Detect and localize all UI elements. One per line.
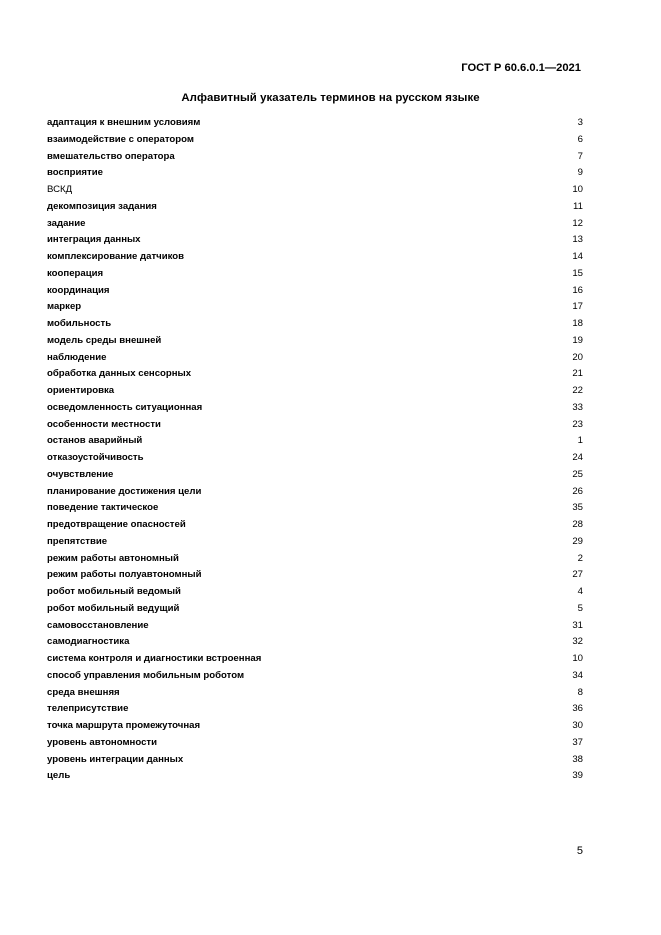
index-entry	[47, 467, 583, 484]
index-page-ref: 7	[577, 150, 583, 162]
index-term: среда внешняя	[47, 686, 120, 698]
index-page-ref: 37	[572, 736, 583, 748]
index-entry	[47, 534, 583, 551]
index-page-ref: 29	[572, 535, 583, 547]
index-page-ref: 26	[572, 485, 583, 497]
index-term: система контроля и диагностики встроенная	[47, 653, 262, 664]
index-term: точка маршрута промежуточная	[47, 720, 201, 731]
index-entry	[47, 299, 583, 316]
index-term: телеприсутствие	[47, 703, 129, 715]
index-entry	[47, 618, 583, 635]
index-term: особенности местности	[47, 418, 161, 430]
index-entry	[47, 366, 583, 383]
index-page-ref: 8	[577, 686, 583, 698]
index-page-ref: 5	[577, 602, 583, 614]
index-page-ref: 39	[572, 770, 583, 782]
index-term: робот мобильный ведомый	[47, 586, 181, 597]
index-entry	[47, 450, 583, 467]
index-page-ref: 32	[572, 636, 583, 648]
index-page-ref: 4	[577, 586, 583, 597]
index-entry	[47, 651, 583, 668]
index-page-ref: 10	[572, 653, 583, 664]
index-entry	[47, 400, 583, 417]
index-page-ref: 3	[577, 117, 583, 128]
index-term: координация	[47, 284, 110, 296]
index-page-ref: 14	[572, 251, 583, 262]
index-entry	[47, 182, 583, 199]
index-term: осведомленность ситуационная	[47, 401, 203, 413]
index-term: ВСКД	[47, 184, 73, 195]
index-entry	[47, 149, 583, 166]
index-term: робот мобильный ведущий	[47, 602, 180, 614]
index-entry	[47, 701, 583, 718]
index-title: Алфавитный указатель терминов на русском языке	[181, 92, 480, 104]
index-term: наблюдение	[47, 351, 107, 363]
index-term: адаптация к внешним условиям	[47, 117, 201, 128]
index-page-ref: 20	[572, 351, 583, 363]
index-page-ref: 25	[572, 468, 583, 480]
index-page-ref: 16	[572, 284, 583, 296]
index-entry	[47, 551, 583, 568]
index-entry	[47, 249, 583, 266]
index-entry	[47, 216, 583, 233]
index-term: отказоустойчивость	[47, 452, 144, 463]
index-entry	[47, 752, 583, 769]
index-page-ref: 13	[572, 234, 583, 246]
index-page-ref: 19	[572, 334, 583, 346]
index-entry	[47, 567, 583, 584]
index-term: мобильность	[47, 318, 112, 329]
index-entry	[47, 601, 583, 618]
index-term: самодиагностика	[47, 636, 130, 648]
index-page-ref: 30	[572, 720, 583, 731]
index-page-ref: 2	[577, 552, 583, 564]
index-term: кооперация	[47, 267, 104, 279]
index-term: уровень интеграции данных	[47, 753, 184, 765]
index-term: поведение тактическое	[47, 502, 159, 514]
index-page-ref: 11	[573, 200, 583, 212]
index-entry	[47, 383, 583, 400]
index-entry	[47, 283, 583, 300]
index-page-ref: 31	[572, 619, 583, 631]
index-page-ref: 17	[572, 301, 583, 313]
index-term: цель	[47, 770, 71, 782]
index-term: вмешательство оператора	[47, 150, 175, 162]
index-entry	[47, 718, 583, 735]
index-term: очувствление	[47, 468, 114, 480]
index-page-ref: 15	[572, 267, 583, 279]
index-entry	[47, 266, 583, 283]
index-page-ref: 38	[572, 753, 583, 765]
index-entry	[47, 735, 583, 752]
index-term: обработка данных сенсорных	[47, 368, 192, 380]
index-page-ref: 18	[572, 318, 583, 329]
index-page-ref: 6	[577, 133, 583, 145]
index-page-ref: 27	[572, 569, 583, 581]
index-entry	[47, 132, 583, 149]
index-page-ref: 23	[572, 418, 583, 430]
index-entry	[47, 517, 583, 534]
index-term: уровень автономности	[47, 736, 158, 748]
index-entry	[47, 115, 583, 132]
index-term: ориентировка	[47, 385, 115, 396]
index-term: взаимодействие с оператором	[47, 133, 194, 145]
index-entry	[47, 232, 583, 249]
index-term: самовосстановление	[47, 619, 149, 631]
index-entry	[47, 433, 583, 450]
index-entry	[47, 350, 583, 367]
index-page-ref: 35	[572, 502, 583, 514]
index-term: предотвращение опасностей	[47, 519, 186, 530]
index-term: останов аварийный	[47, 435, 143, 447]
index-page-ref: 33	[572, 401, 583, 413]
index-entry	[47, 333, 583, 350]
index-entry	[47, 417, 583, 434]
index-term: интеграция данных	[47, 234, 141, 246]
index-page-ref: 1	[577, 435, 583, 447]
index-page-ref: 10	[572, 184, 583, 195]
document-code: ГОСТ Р 60.6.0.1—2021	[461, 62, 581, 74]
index-term: задание	[47, 217, 86, 229]
index-page-ref: 34	[572, 669, 583, 681]
index-entry	[47, 316, 583, 333]
index-entry	[47, 584, 583, 601]
index-page-ref: 21	[572, 368, 583, 380]
index-term: режим работы автономный	[47, 552, 179, 564]
page-number: 5	[576, 845, 583, 857]
index-term: режим работы полуавтономный	[47, 569, 202, 581]
index-page-ref: 12	[572, 217, 583, 229]
term-index-list	[47, 115, 583, 785]
index-entry	[47, 484, 583, 501]
index-page-ref: 9	[577, 167, 583, 179]
index-entry	[47, 165, 583, 182]
index-entry	[47, 685, 583, 702]
index-entry	[47, 668, 583, 685]
index-term: комплексирование датчиков	[47, 251, 185, 262]
index-term: препятствие	[47, 535, 108, 547]
index-entry	[47, 768, 583, 785]
index-entry	[47, 199, 583, 216]
index-page-ref: 22	[572, 385, 583, 396]
index-page-ref: 24	[572, 452, 583, 463]
index-term: способ управления мобильным роботом	[47, 669, 245, 681]
index-term: маркер	[47, 301, 82, 313]
index-page-ref: 28	[572, 519, 583, 530]
index-term: модель среды внешней	[47, 334, 162, 346]
index-term: восприятие	[47, 167, 103, 179]
index-entry	[47, 500, 583, 517]
index-term: декомпозиция задания	[47, 200, 157, 212]
index-page-ref: 36	[572, 703, 583, 715]
index-entry	[47, 634, 583, 651]
index-term: планирование достижения цели	[47, 485, 202, 497]
